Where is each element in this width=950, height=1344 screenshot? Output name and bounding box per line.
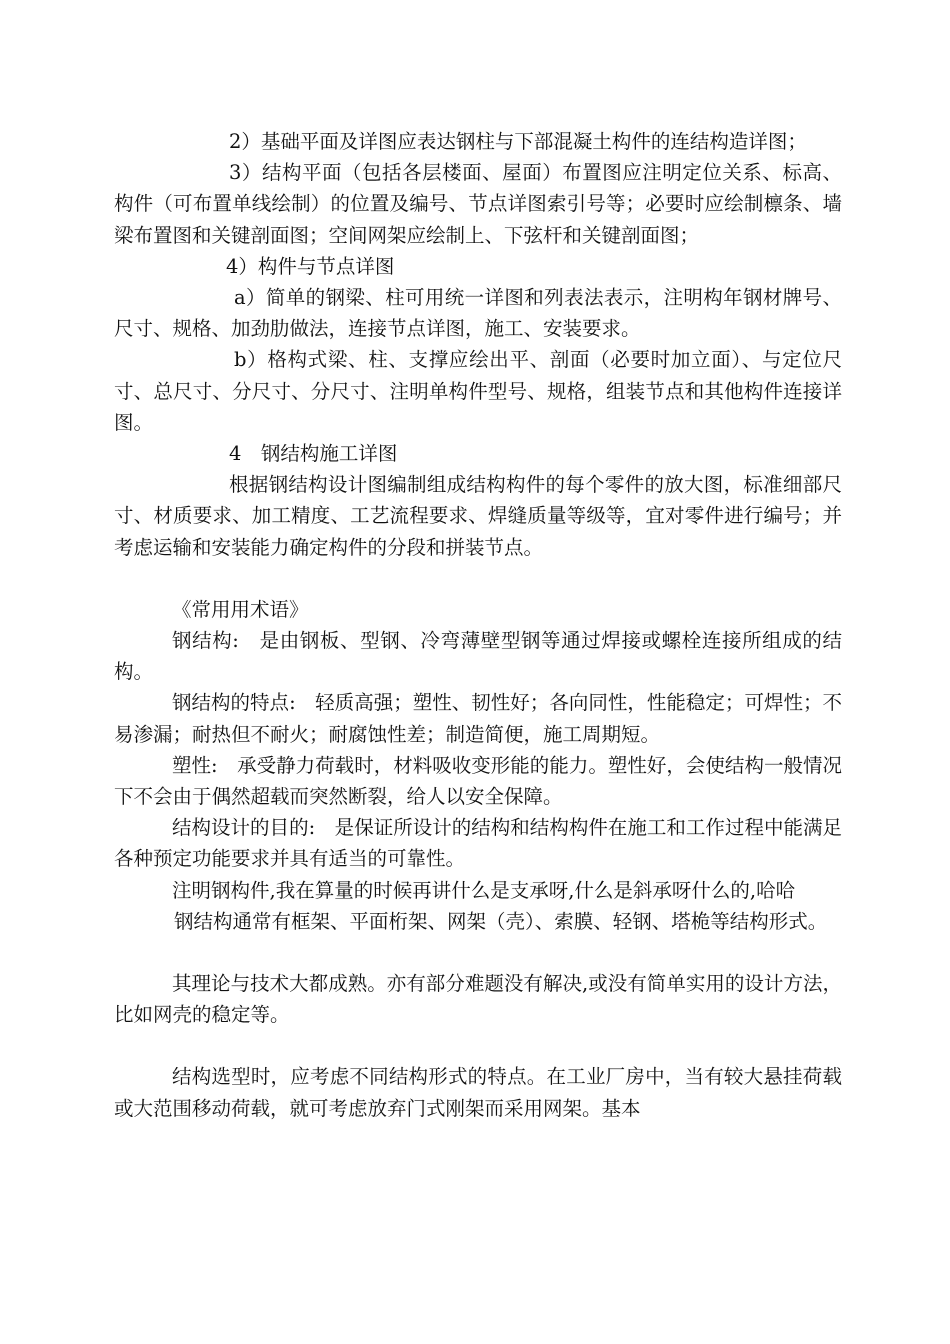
section-heading-shop-drawings: 4 钢结构施工详图 [229, 442, 398, 466]
paragraph-lattice-beam-column: b）格构式梁、柱、支撑应绘出平、剖面（必要时加立面）、与定位尺寸、总尺寸、分尺寸、分尺寸、注明单构件型号、规格，组装节点和其他构件连接详图。 [114, 348, 842, 434]
blank-line [114, 937, 842, 968]
paragraph-term-plasticity: 塑性: 承受静力荷载时，材料吸收变形能的能力。塑性好，会使结构一般情况下不会由于偶然超载而突然断裂，给人以安全保障。 [114, 753, 842, 809]
blank-line [114, 563, 842, 594]
paragraph-theory-technology: 其理论与技术大都成熟。亦有部分难题没有解决,或没有简单实用的设计方法，比如网壳的稳定等。 [114, 972, 842, 1027]
paragraph-structure-forms: 钢结构通常有框架、平面桁架、网架（壳）、索膜、轻钢、塔桅等结构形式。 [174, 909, 828, 933]
paragraph-term-design-purpose: 结构设计的目的: 是保证所设计的结构和结构构件在施工和工作过程中能满足各种预定功能要求并具有适当的可靠性。 [114, 816, 842, 871]
blank-line [114, 1030, 842, 1061]
paragraph-simple-beam-column: a）简单的钢梁、柱可用统一详图和列表法表示，注明构年钢材牌号、尺寸、规格、加劲肋做法，连接节点详图，施工、安装要求。 [114, 286, 842, 341]
paragraph-member-node-details-heading: 4）构件与节点详图 [226, 254, 395, 278]
paragraph-shop-drawings: 根据钢结构设计图编制组成结构构件的每个零件的放大图，标准细部尺寸、材质要求、加工精度、工艺流程要求、焊缝质量等级等，宜对零件进行编号；并考虑运输和安装能力确定构件的分段和拼装节点。 [114, 473, 842, 559]
paragraph-note-steel-members: 注明钢构件,我在算量的时候再讲什么是支承呀,什么是斜承呀什么的,哈哈 [172, 878, 796, 902]
paragraph-foundation-plan: 2）基础平面及详图应表达钢柱与下部混凝土构件的连结构造详图； [229, 130, 807, 153]
paragraph-term-steel-structure: 钢结构: 是由钢板、型钢、冷弯薄壁型钢等通过焊接或螺栓连接所组成的结构。 [114, 629, 842, 684]
paragraph-structural-plan: 3）结构平面（包括各层楼面、屋面）布置图应注明定位关系、标高、构件（可布置单线绘制）的位置及编号、节点详图索引号等；必要时应绘制檩条、墙梁布置图和关键剖面图；空间网架应绘制上、下弦杆和关键剖面图； [114, 161, 842, 247]
document-body [114, 126, 842, 1124]
paragraph-structure-selection: 结构选型时，应考虑不同结构形式的特点。在工业厂房中，当有较大悬挂荷载或大范围移动荷载，就可考虑放弃门式刚架而采用网架。基本 [114, 1065, 842, 1120]
paragraph-term-characteristics: 钢结构的特点: 轻质高强；塑性、韧性好；各向同性，性能稳定；可焊性；不易渗漏；耐热但不耐火；耐腐蚀性差；制造简便，施工周期短。 [114, 691, 842, 746]
section-heading-terms: 《常用用术语》 [172, 597, 309, 621]
